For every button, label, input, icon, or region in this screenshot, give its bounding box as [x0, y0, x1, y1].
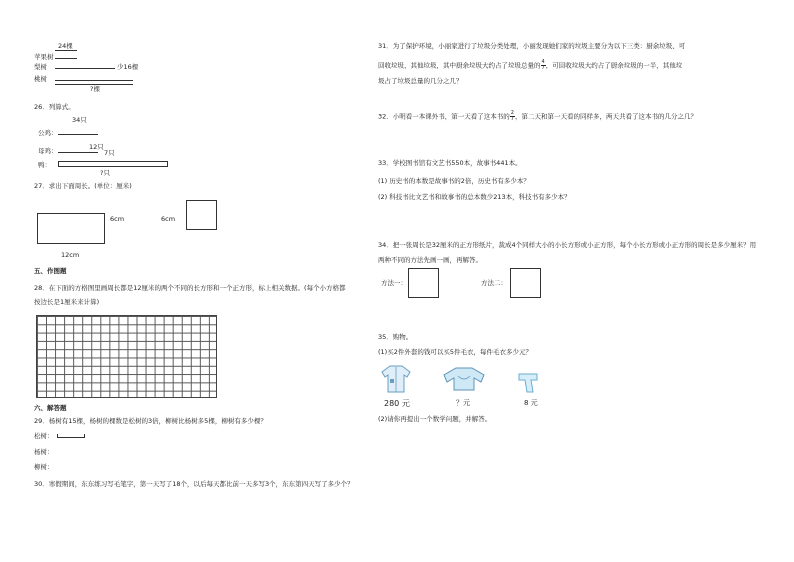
q34-method1-square[interactable]: [408, 268, 439, 298]
jacket-icon: [380, 364, 412, 394]
price-scarf: 8 元: [524, 399, 538, 407]
section-6-title: 六、解答题: [34, 404, 67, 412]
q26-label-q: ?只: [100, 169, 110, 177]
q34-method1-label: 方法一：: [381, 279, 407, 287]
q28-text: 28．在下面的方格图里画周长都是12厘米的两个不同的长方形和一个正方形，标上相关数据。(每个小方格都按边长是1厘米来计算): [34, 284, 346, 306]
q31-line2: [378, 60, 682, 71]
q33-sub1: (1) 历史书的本数是故事书的2倍，历史书有多少本？: [378, 177, 530, 185]
q31-line2a: 回收垃圾、其他垃圾，其中厨余垃圾大约占了垃圾总量的: [378, 61, 541, 70]
q33-text: 33．学校图书馆有文艺书550本，故事书441本。: [378, 159, 522, 167]
q32-frac-num: 2: [510, 110, 514, 116]
diagram-label-less16: 少16棵: [117, 63, 139, 71]
q31-frac-num: 4: [541, 59, 545, 65]
q27-rect-side: 6cm: [110, 215, 125, 223]
rooster-bar: [58, 134, 98, 135]
pine-bar: [57, 434, 85, 438]
q29-row-willow: 柳树：: [34, 463, 54, 471]
diagram-label-24: 24棵: [58, 42, 73, 50]
q29-text: 29．杨树有15棵，杨树的棵数是松树的3倍，柳树比杨树多5棵，柳树有多少棵？: [34, 417, 267, 425]
q31-line2b: ，可回收垃圾大约占了厨余垃圾的一半，其他垃: [545, 61, 683, 70]
duck-bar: [58, 161, 168, 167]
scarf-icon: [515, 370, 541, 394]
q31-line3: 圾占了垃圾总量的几分之几？: [378, 77, 463, 85]
section-5-title: 五、作图题: [34, 267, 67, 275]
q27-square-side: 6cm: [161, 215, 176, 223]
q27-rectangle: [37, 213, 105, 244]
brace-line: [55, 50, 77, 51]
q26-title: 26．列算式。: [34, 103, 75, 111]
square-grid[interactable]: [36, 315, 217, 398]
q35-sub1: (1)买2件外套的钱可以买5件毛衣，每件毛衣多少元？: [378, 348, 532, 356]
peach-bar: [55, 80, 133, 81]
q31-frac-den: 7: [541, 65, 545, 71]
row-label-pear: 梨树: [34, 63, 47, 71]
apple-bar: [55, 58, 77, 59]
row-label-peach: 桃树: [34, 75, 47, 83]
hen-bar: [58, 152, 98, 153]
q31-line1: 31．为了保护环境，小丽家进行了垃圾分类处理，小丽发现她们家的垃圾主要分为以下三类：厨余垃圾、可: [378, 42, 686, 50]
q26-label-12: 12只: [89, 143, 104, 151]
q29-row-poplar: 杨树：: [34, 448, 54, 456]
price-sweater: ？元: [456, 399, 470, 407]
q35-sub2: (2)请你再提出一个数学问题，并解答。: [378, 415, 492, 423]
q26-label-7: 7只: [104, 149, 115, 157]
pear-bar: [55, 68, 115, 69]
q32-line: [378, 111, 697, 122]
price-jacket: 280 元: [384, 399, 410, 408]
q29-row-pine: 松树：: [34, 432, 54, 440]
q26-row-hen: 母鸡：: [38, 147, 58, 155]
q26-label-34: 34只: [72, 116, 87, 124]
q34-method2-label: 方法二：: [481, 279, 507, 287]
q26-row-duck: 鸭：: [38, 161, 51, 169]
q34-text: 34．把一张周长是32厘米的正方形纸片，裁成4个同样大小的小长方形或小正方形，每个小长方形或小正方形的周长是多少厘米？用两种不同的方法先画一画，再解答。: [378, 241, 757, 264]
q34-method2-square[interactable]: [510, 268, 541, 298]
q27-square: [186, 200, 217, 230]
q30-text: 30．寒假期间，东东练习写毛笔字，第一天写了18个，以后每天都比前一天多写3个，东东第四天写了多少个？: [34, 480, 354, 488]
q35-title: 35．购物。: [378, 333, 413, 341]
q27-title: 27．求出下面周长。(单位：厘米): [34, 182, 132, 190]
sweater-icon: [442, 366, 486, 392]
q33-sub2: (2) 科技书比文艺书和故事书的总本数少213本，科技书有多少本？: [378, 193, 571, 201]
diagram-label-q: ?棵: [90, 85, 100, 93]
q26-row-rooster: 公鸡：: [38, 129, 58, 137]
q32-text-b: ，第二天和第一天看的同样多，两天共看了这本书的几分之几？: [514, 112, 697, 121]
q32-frac-den: 7: [510, 116, 514, 122]
q27-rect-bottom: 12cm: [61, 251, 80, 259]
row-label-apple: 苹果树: [34, 53, 54, 61]
q32-text-a: 32．小明看一本课外书，第一天看了这本书的: [378, 112, 510, 121]
